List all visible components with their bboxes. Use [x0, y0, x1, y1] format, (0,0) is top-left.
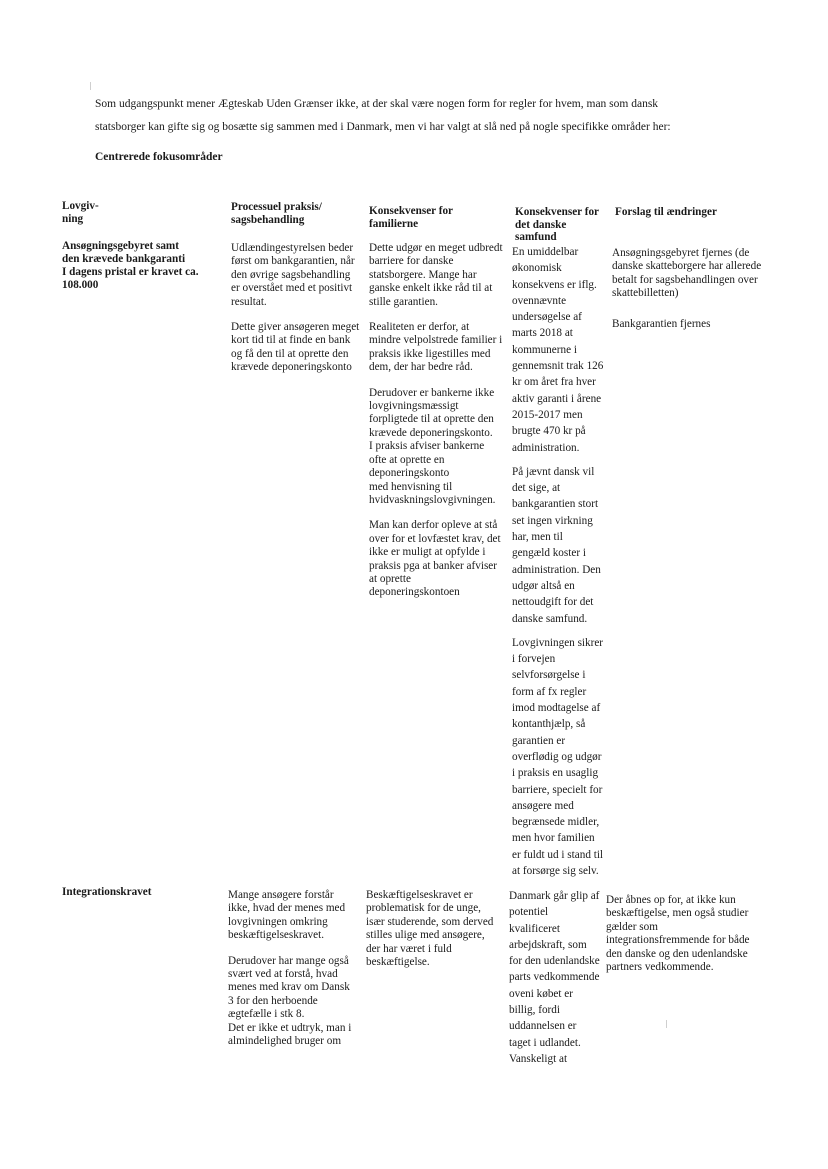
row1-familier [369, 242, 503, 600]
header-processuel: Processuel praksis/ sagsbehandling [231, 201, 322, 226]
paragraph: Derudover er bankerne ikke lovgivningsmæssigt forpligtede til at oprette den krævede deponeringskonto. I praksis afviser bankerne ofte at oprette en deponeringskonto med henvisning til hvidvaskningslovgivningen. [369, 386, 496, 506]
header-konsekvenser-familier: Konsekvenser for familierne [369, 205, 454, 230]
row1-forslag [612, 247, 761, 331]
paragraph: Derudover har mange også svært ved at forstå, hvad menes med krav om Dansk 3 for den herboende ægtefælle i stk 8. Det er ikke et udtryk, man i almindelighed bruger om [228, 954, 352, 1048]
paragraph: Ansøgningsgebyret fjernes (de danske skatteborgere har allerede betalt for sagsbehandlingen over skattebilletten) [612, 247, 762, 300]
paragraph: Beskæftigelseskravet er problematisk for de unge, især studerende, som derved stilles ulige med ansøgere, der har været i fuld beskæftigelse. [366, 889, 494, 969]
row2-lovgivning: Integrationskravet [62, 886, 152, 898]
paragraph: Lovgivningen sikrer i forvejen selvforsørgelse i form af fx regler imod modtagelse af kontanthjælp, så garantien er overflødig og udgør i praksis en usaglig barriere, specielt for ansøgere med begrænsede midler, men hvor familien er fuldt ud i stand til at forsørge sig selv. [512, 636, 604, 877]
paragraph: Udlændingestyrelsen beder først om bankgarantien, når den øvrige sagsbehandling er overstået med et positivt resultat. [231, 242, 355, 308]
header-lovgivning: Lovgiv- ning [62, 200, 99, 225]
row2-forslag [606, 894, 750, 974]
row2-familier [366, 889, 493, 969]
paragraph: Mange ansøgere forstår ikke, hvad der menes med lovgivningen omkring beskæftigelseskravet. [228, 889, 346, 942]
paragraph: På jævnt dansk vil det sige, at bankgarantien stort set ingen virkning har, men til gengæld koster i administration. Den udgør altså en nettoudgift for det danske samfund. [512, 465, 601, 625]
row1-processuel [231, 242, 359, 375]
paragraph: Der åbnes op for, at ikke kun beskæftigelse, men også studier gælder som integrationsfremmende for både den danske og den udenlandske partners vedkommende. [606, 894, 750, 974]
paragraph: Dette udgør en meget udbredt barriere for danske statsborgere. Mange har ganske enkelt ikke råd til at stille garantien. [369, 242, 503, 308]
scan-mark [666, 1020, 667, 1028]
row2-samfund [509, 888, 600, 1067]
paragraph: Realiteten er derfor, at mindre velpolstrede familier i praksis ikke ligestilles med dem, der har bedre råd. [369, 321, 503, 374]
header-forslag: Forslag til ændringer [615, 206, 717, 218]
paragraph: Dette giver ansøgeren meget kort tid til at finde en bank og få den til at oprette den krævede deponeringskonto [231, 321, 360, 374]
intro-line-2: statsborger kan gifte sig og bosætte sig sammen med i Danmark, men vi har valgt at slå ned på nogle specifikke områder her: [95, 121, 671, 133]
paragraph: Danmark går glip af potentiel kvalificeret arbejdskraft, som for den udenlandske parts vedkommende oveni købet er billig, fordi uddannelsen er taget i udlandet. Vanskeligt at [509, 890, 600, 1065]
scan-mark [90, 82, 91, 90]
header-konsekvenser-samfund: Konsekvenser for det danske samfund [515, 206, 600, 243]
intro-line-1: Som udgangspunkt mener Ægteskab Uden Grænser ikke, at der skal være nogen form for regler for hvem, man som dansk [95, 98, 659, 110]
row1-samfund [512, 244, 603, 879]
row1-lovgivning: Ansøgningsgebyret samt den krævede bankgaranti I dagens pristal er kravet ca. 108.000 [62, 240, 199, 291]
section-title: Centrerede fokusområder [95, 151, 223, 163]
paragraph: Bankgarantien fjernes [612, 317, 711, 330]
row2-processuel [228, 889, 351, 1048]
paragraph: Man kan derfor opleve at stå over for et lovfæstet krav, det ikke er muligt at opfylde i praksis pga at banker afviser at oprette deponeringskontoen [369, 519, 501, 599]
paragraph: En umiddelbar økonomisk konsekvens er iflg. ovennævnte undersøgelse af marts 2018 at kommunerne i gennemsnit trak 126 kr om året fra hver aktiv garanti i årene 2015-2017 men brugte 470 kr på administration. [512, 246, 604, 454]
